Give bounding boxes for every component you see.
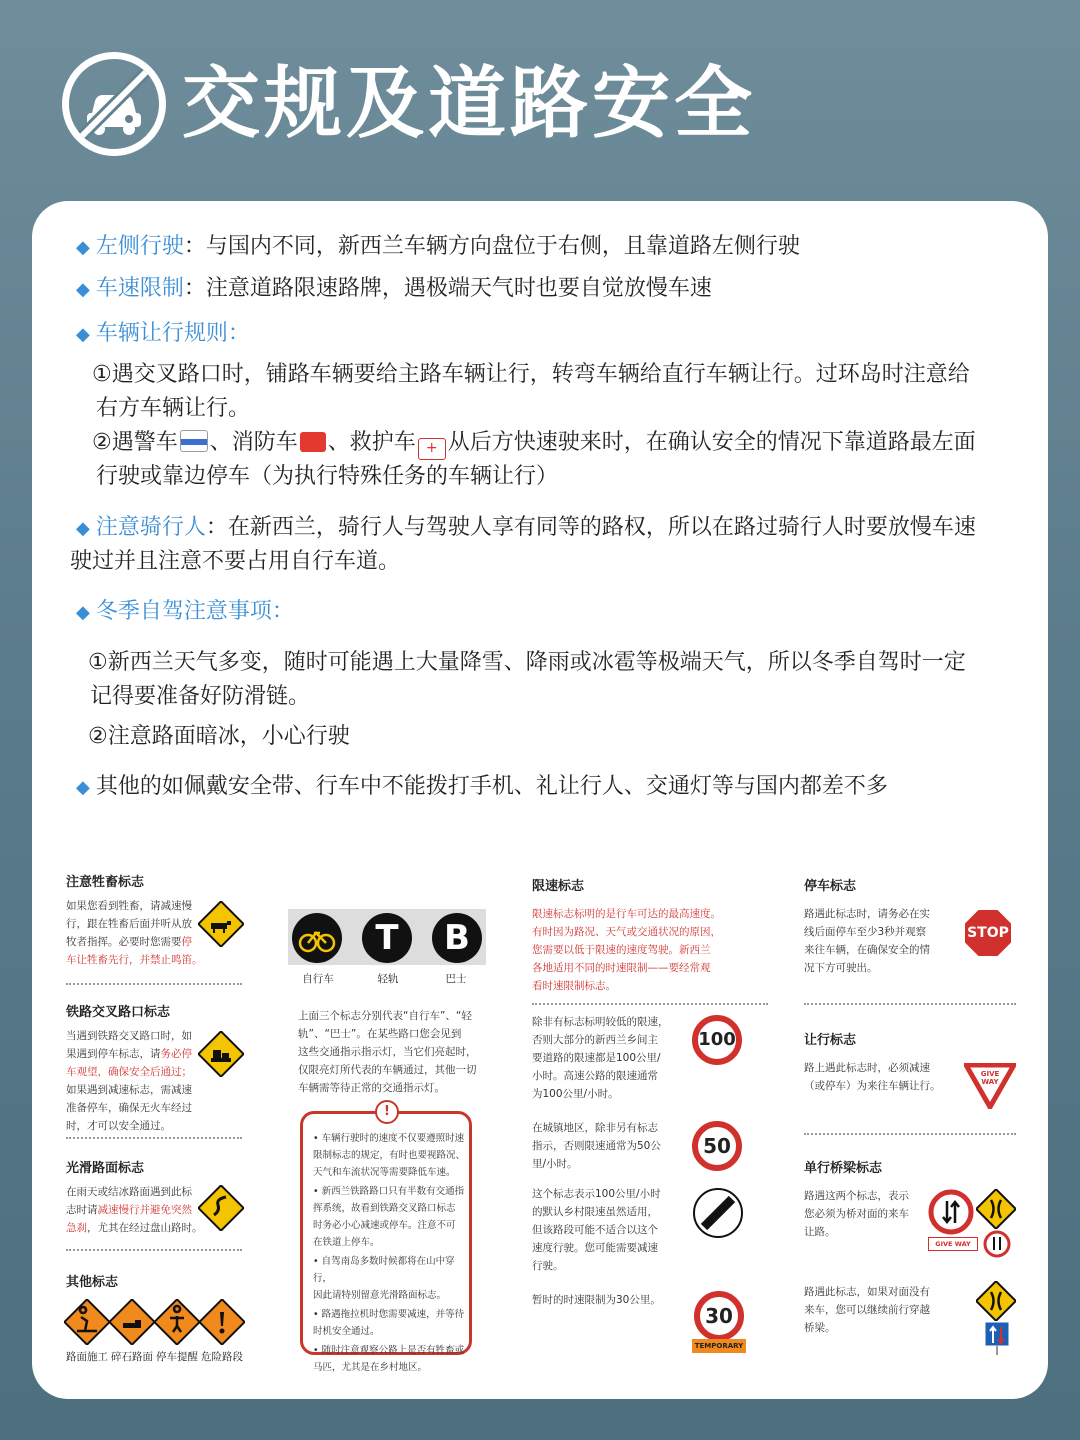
text-line: 行驶。 (532, 1260, 564, 1272)
text-line: 看时速限制标志。 (532, 980, 616, 992)
bridge-text-2 (804, 1283, 930, 1337)
text-line: 时，才可以安全通过。 (66, 1120, 171, 1132)
text-line: • 车辆行驶时的速度不仅要遵照时速 (313, 1133, 465, 1144)
divider (66, 1249, 242, 1251)
text-line: • 新西兰铁路路口只有半数有交通指 (313, 1186, 465, 1197)
bridge-title: 单行桥梁标志 (804, 1161, 883, 1176)
text-line: 您需要以低于限速的速度驾驶。新西兰 (532, 944, 711, 956)
diamond-bullet-icon: ◆ (76, 237, 90, 258)
section-key: 注意骑行人 (95, 515, 206, 540)
warning-box (300, 1104, 472, 1373)
diamond-bullet-icon: ◆ (76, 518, 90, 539)
yield-item1-line1: ①遇交叉路口时，铺路车辆要给主路车辆让行，转弯车辆给直行车辆让行。过环岛时注意给 (92, 362, 970, 387)
speed-30-text: 暂时的时速限制为30公里。 (532, 1294, 661, 1306)
yield-item2-line1 (92, 427, 976, 460)
section-speed-limit (76, 273, 712, 306)
speed-100-text (532, 1013, 669, 1103)
winter-item1-line2: 记得要准备好防滑链。 (90, 684, 311, 709)
stop-sign-text: STOP (967, 925, 1009, 941)
section-text: ：与国内不同，新西兰车辆方向盘位于右侧，且靠道路左侧行驶 (183, 234, 800, 259)
stop-ahead-person-sign-icon (154, 1299, 200, 1345)
lightbulb-icon: ! (375, 1100, 399, 1124)
section-others (76, 771, 888, 804)
header (62, 48, 756, 160)
divider (804, 1133, 1016, 1135)
speed-30-sign-icon: 30 (694, 1291, 744, 1341)
livestock-text (66, 897, 203, 969)
text-line: • 自驾南岛多数时候都将在山中穿行， (313, 1256, 455, 1284)
speed-limit-intro (532, 905, 721, 995)
yield-item2-line2: 行驶或靠边停车（为执行特殊任务的车辆让行） (96, 464, 559, 489)
text-line: 小时。高速公路的限速通常 (532, 1070, 658, 1082)
warning-item (313, 1183, 469, 1251)
section-winter (76, 596, 294, 629)
text-line: 路上遇此标志时，必须减速 (804, 1062, 930, 1074)
text-line: 各地适用不同的时速限制——要经常观 (532, 962, 711, 974)
other-signs-title: 其他标志 (66, 1275, 119, 1290)
narrow-bridge-sign-icon-2 (976, 1281, 1016, 1321)
give-way-sign-icon (964, 1063, 1016, 1109)
text-segment: 、救护车 (327, 430, 416, 455)
text-line: 如果遇到减速标志，需减速 (66, 1084, 192, 1096)
lane-signs-panel (288, 909, 486, 965)
text-line: 车辆需等待正常的交通指示灯。 (298, 1082, 445, 1094)
warning-item (313, 1306, 469, 1340)
text-line: 路遇这两个标志，表示 (804, 1190, 909, 1202)
giveway-text (804, 1059, 941, 1095)
section-key: 车速限制 (95, 276, 184, 301)
section-key: 冬季自驾注意事项： (95, 599, 294, 624)
text-line: 否则大部分的新西兰乡间主 (532, 1034, 658, 1046)
text-line: 要道路的限速都是100公里/ (532, 1052, 661, 1064)
text-line: 路遇此标志时，请务必在实 (804, 908, 930, 920)
page-title: 交规及道路安全 (182, 59, 757, 149)
text-line: 桥梁。 (804, 1322, 836, 1334)
text-line: 牧者指挥。必要时您需要 (66, 936, 182, 948)
sign-label: 巴士 (445, 973, 467, 985)
sign-label: 轻轨 (377, 973, 399, 985)
winter-item1-line1: ①新西兰天气多变，随时可能遇上大量降雪、降雨或冰雹等极端天气，所以冬季自驾时一定 (88, 650, 966, 675)
give-way-plate: GIVE WAY (928, 1237, 978, 1251)
stop-sign-icon (962, 907, 1014, 959)
diamond-bullet-icon: ◆ (76, 324, 90, 345)
stop-text (804, 905, 930, 977)
text-highlight: 车让牲畜先行，并禁止鸣笛。 (66, 954, 203, 966)
text-line: 来往车辆，在确保安全的情 (804, 944, 930, 956)
warning-item (313, 1130, 469, 1181)
text-line: 轨”、“巴士”。在某些路口您会见到 (298, 1028, 462, 1040)
text-line: 的默认乡村限速虽然适用， (532, 1206, 658, 1218)
text-line: 况下方可驶出。 (804, 962, 878, 974)
text-line: 在雨天或结冰路面遇到此标 (66, 1186, 192, 1198)
section-left-driving (76, 231, 800, 264)
section-key: 车辆让行规则： (95, 321, 250, 346)
gravel-road-sign-icon (109, 1299, 155, 1345)
giveway-title: 让行标志 (804, 1033, 857, 1048)
text-highlight: 急刹 (66, 1222, 87, 1234)
divider (66, 983, 242, 985)
text-line: 当遇到铁路交叉路口时，如 (66, 1030, 192, 1042)
text-line: 除非有标志标明较低的限速， (532, 1016, 669, 1028)
danger-sign-icon (199, 1299, 245, 1345)
bus-sign-icon: B (432, 913, 482, 963)
divider (804, 1003, 1016, 1005)
text-line: 马匹，尤其是在乡村地区。 (313, 1362, 428, 1373)
speed-end-text (532, 1185, 661, 1275)
warning-item (313, 1253, 469, 1304)
warning-item (313, 1342, 469, 1376)
narrow-bridge-sign-icon (976, 1189, 1016, 1229)
rail-text (66, 1027, 192, 1135)
section-text: ：注意道路限速路牌，遇极端天气时也要自觉放慢车速 (183, 276, 712, 301)
text-line: 时机安全通过。 (313, 1326, 380, 1337)
section-text: ：在新西兰，骑行人与驾驶人享有同等的路权，所以在路过骑行人时要放慢车速 (205, 515, 976, 540)
content-card (32, 201, 1048, 1399)
livestock-sign-icon (198, 901, 244, 947)
one-lane-bridge-give-way-sign-icon (928, 1189, 974, 1235)
temporary-plate: TEMPORARY (692, 1339, 746, 1353)
diamond-bullet-icon: ◆ (76, 777, 90, 798)
slippery-text (66, 1183, 203, 1237)
text-highlight: 车观望，确保安全后通过； (66, 1066, 192, 1078)
text-line: 行，跟在牲畜后面并听从放 (66, 918, 192, 930)
priority-bridge-sign-icon (984, 1321, 1010, 1355)
sign-label: 危险路段 (201, 1351, 243, 1363)
text-line: • 随时注意观察公路上是否有牲畜或 (313, 1345, 465, 1356)
light-rail-sign-icon: T (362, 913, 412, 963)
speed-limit-title: 限速标志 (532, 879, 585, 894)
ambulance-icon: + (418, 438, 446, 460)
sign-label: 路面施工 (66, 1351, 108, 1363)
small-give-way-sign-icon (982, 1229, 1012, 1259)
livestock-title: 注意牲畜标志 (66, 875, 145, 890)
sign-label: 碎石路面 (111, 1351, 153, 1363)
text-line: （或停车）为来往车辆让行。 (804, 1080, 941, 1092)
text-line: 线后面停车至少3秒并观察 (804, 926, 927, 938)
give-way-sign-text: WAY (981, 1078, 999, 1086)
speed-100-sign-icon: 100 (692, 1015, 742, 1065)
text-segment: 、消防车 (209, 430, 298, 455)
speed-50-text (532, 1119, 661, 1173)
sign-label: 自行车 (302, 973, 334, 985)
fire-truck-icon (300, 432, 326, 452)
cyclists-line2: 驶过并且注意不要占用自行车道。 (70, 549, 401, 574)
give-way-sign-text: GIVE (980, 1070, 1000, 1078)
text-line: 里/小时。 (532, 1158, 578, 1170)
text-line: 这些交通指示指示灯，当它们亮起时， (298, 1046, 477, 1058)
text-line: 仅限亮灯所代表的车辆通过，其他一切 (298, 1064, 477, 1076)
text-line: 来车，您可以继续前行穿越 (804, 1304, 930, 1316)
winter-item2: ②注意路面暗冰，小心行驶 (88, 724, 350, 749)
text-line: ，尤其在经过盘山路时。 (87, 1222, 203, 1234)
text-line: 有时因为路况、天气或交通状况的原因， (532, 926, 721, 938)
text-line: 您必须为桥对面的来车 (804, 1208, 909, 1220)
diamond-bullet-icon: ◆ (76, 279, 90, 300)
text-line: 为100公里/小时。 (532, 1088, 619, 1100)
lane-signs-text (298, 1007, 477, 1097)
speed-50-sign-icon: 50 (692, 1121, 742, 1171)
end-speed-limit-sign-icon (692, 1187, 744, 1239)
warning-list (313, 1130, 469, 1378)
bicycle-sign-icon (292, 913, 342, 963)
bridge-text (804, 1187, 909, 1241)
railway-sign-icon (198, 1031, 244, 1077)
diamond-bullet-icon: ◆ (76, 602, 90, 623)
text-line: 如果您看到牲畜，请减速慢 (66, 900, 192, 912)
text-line: 限制标志的规定，有时也要视路况、 (313, 1150, 466, 1161)
section-key: 左侧行驶 (95, 234, 184, 259)
text-highlight: 减速慢行并避免突然 (97, 1204, 192, 1216)
text-line: 速度行驶。您可能需要减速 (532, 1242, 658, 1254)
text-line: 挥系统，故看到铁路交叉路口标志 (313, 1203, 456, 1214)
divider (66, 1137, 242, 1139)
section-cyclists (76, 512, 976, 545)
text-line: 天气和车流状况等需要降低车速。 (313, 1167, 456, 1178)
text-line: 因此请特别留意光滑路面标志。 (313, 1290, 447, 1301)
slippery-title: 光滑路面标志 (66, 1161, 145, 1176)
rail-title: 铁路交叉路口标志 (66, 1005, 171, 1020)
yield-item1-line2: 右方车辆让行。 (96, 396, 251, 421)
text-line: 上面三个标志分别代表“自行车”、“轻 (298, 1010, 472, 1022)
text-line: 路遇此标志，如果对面没有 (804, 1286, 930, 1298)
traffic-signs-infographic (32, 851, 1048, 1399)
section-yield-rules (76, 318, 250, 351)
sign-label: 停车提醒 (156, 1351, 198, 1363)
text-line: 在铁道上停车。 (313, 1237, 380, 1248)
text-line: 准备停车，确保无火车经过 (66, 1102, 192, 1114)
roadworks-sign-icon (64, 1299, 110, 1345)
text-line: 限速标志标明的是行车可达的最高速度。 (532, 908, 721, 920)
text-line: 果遇到停车标志，请 (66, 1048, 161, 1060)
text-highlight: 务必停 (160, 1048, 192, 1060)
police-car-icon (180, 430, 208, 452)
text-line: 让路。 (804, 1226, 836, 1238)
text-line: 但该路段可能不适合以这个 (532, 1224, 658, 1236)
text-line: 时务必小心减速或停车。注意不可 (313, 1220, 456, 1231)
slippery-road-sign-icon (198, 1185, 244, 1231)
text-segment: ②遇警车 (92, 430, 178, 455)
text-line: 指示，否则限速通常为50公 (532, 1140, 661, 1152)
divider (532, 1003, 768, 1005)
text-line: • 路遇拖拉机时您需要减速，并等待 (313, 1309, 465, 1320)
text-highlight: 停 (181, 936, 192, 948)
text-line: 志时请 (66, 1204, 98, 1216)
text-segment: 从后方快速驶来时，在确认安全的情况下靠道路最左面 (447, 430, 976, 455)
text-line: 在城镇地区，除非另有标志 (532, 1122, 658, 1134)
text-line: 这个标志表示100公里/小时 (532, 1188, 661, 1200)
stop-title: 停车标志 (804, 879, 857, 894)
no-car-icon (62, 52, 166, 156)
section-text: 其他的如佩戴安全带、行车中不能拨打手机、礼让行人、交通灯等与国内都差不多 (95, 774, 888, 799)
